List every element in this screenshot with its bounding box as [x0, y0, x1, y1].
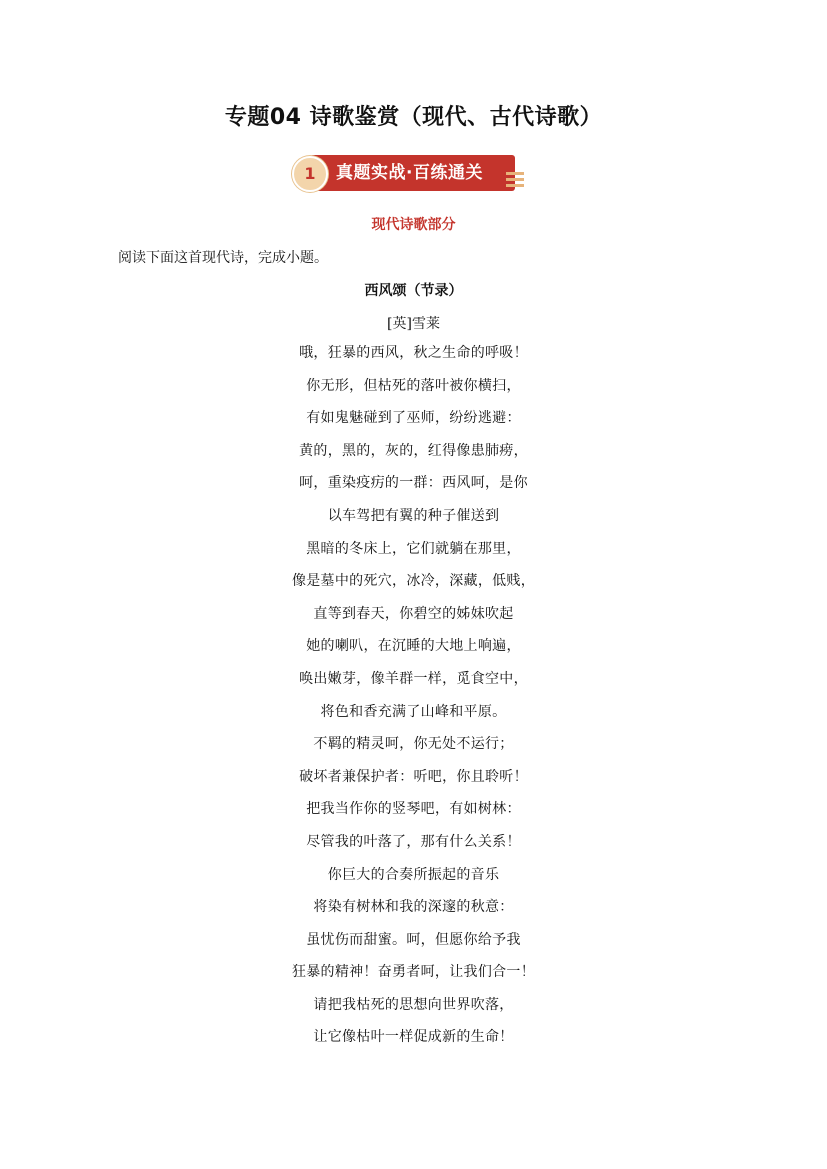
poem-line: 请把我枯死的思想向世界吹落， — [313, 996, 514, 1013]
banner-stripes-decoration — [506, 172, 524, 188]
poem-line: 你巨大的合奏所振起的音乐 — [327, 866, 500, 883]
poem-line: 把我当作你的竖琴吧，有如树林： — [306, 801, 521, 818]
banner-label: 真题实战·百练通关 — [336, 163, 483, 183]
poem-line: 以车驾把有翼的种子催送到 — [327, 507, 500, 524]
section-heading: 现代诗歌部分 — [371, 217, 456, 233]
poem-line: 黄的，黑的，灰的，红得像患肺痨， — [299, 442, 528, 459]
page-title: 专题04 诗歌鉴赏（现代、古代诗歌） — [224, 105, 603, 130]
poem-line: 让它像枯叶一样促成新的生命！ — [313, 1029, 514, 1046]
poem-line: 黑暗的冬床上，它们就躺在那里， — [306, 540, 521, 557]
poem-author: [英]雪莱 — [387, 316, 440, 332]
poem-line: 她的喇叭，在沉睡的大地上响遍， — [306, 638, 521, 655]
instruction-text: 阅读下面这首现代诗，完成小题。 — [118, 250, 328, 266]
poem-line: 唤出嫩芽，像羊群一样，觅食空中， — [299, 670, 528, 687]
poem-body — [0, 342, 827, 1059]
banner-number-badge: 1 — [292, 156, 328, 192]
poem-title: 西风颂（节录） — [364, 283, 463, 299]
section-banner — [292, 154, 532, 192]
poem-line: 不羁的精灵呵，你无处不运行； — [313, 736, 514, 753]
poem-line: 有如鬼魅碰到了巫师，纷纷逃避： — [306, 410, 521, 427]
poem-line: 狂暴的精神！奋勇者呵，让我们合一！ — [291, 964, 536, 981]
poem-line: 呵，重染疫疠的一群：西风呵，是你 — [299, 475, 528, 492]
poem-line: 哦，狂暴的西风，秋之生命的呼吸！ — [299, 345, 528, 361]
poem-line: 尽管我的叶落了，那有什么关系！ — [306, 833, 521, 850]
poem-line: 将色和香充满了山峰和平原。 — [320, 703, 507, 720]
poem-line: 像是墓中的死穴，冰冷，深藏，低贱， — [291, 573, 536, 590]
poem-line: 虽忧伤而甜蜜。呵，但愿你给予我 — [306, 931, 521, 948]
poem-line: 直等到春天，你碧空的姊妹吹起 — [313, 605, 514, 622]
poem-line: 破坏者兼保护者：听吧，你且聆听！ — [299, 768, 528, 785]
poem-line: 将染有树林和我的深邃的秋意： — [313, 899, 514, 916]
poem-line: 你无形，但枯死的落叶被你横扫， — [306, 377, 521, 394]
